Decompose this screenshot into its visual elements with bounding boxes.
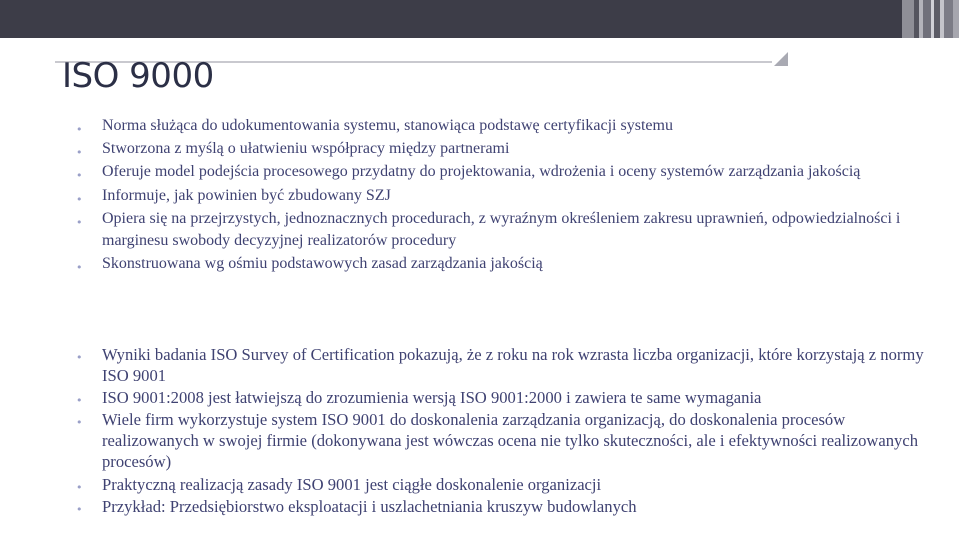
list-item: • Norma służąca do udokumentowania systemu, stanowiąca podstawę certyfikacji systemu [76, 115, 936, 137]
stripes-decoration [902, 0, 959, 38]
triangle-corner-icon [774, 52, 788, 66]
bullet-dot-icon: • [76, 480, 83, 494]
list-item: • Przykład: Przedsiębiorstwo eksploatacji i uszlachetniania kruszyw budowlanych [76, 496, 936, 517]
list-item: • Wyniki badania ISO Survey of Certification pokazują, że z roku na rok wzrasta liczba organizacji, które korzystają z normy ISO 9001 [76, 345, 924, 385]
bullet-dot-icon: • [76, 146, 83, 160]
list-item: • Wiele firm wykorzystuje system ISO 9001 do doskonalenia zarządzania organizacją, do doskonalenia procesów realizowanych w swojej firmie (dokonywana jest wówczas ocena nie tylko skuteczności, ale i efektywności realizowanych procesów) [76, 410, 919, 472]
bullet-list-primary [76, 115, 936, 277]
bullet-list-secondary [76, 344, 936, 518]
list-item: • Oferuje model podejścia procesowego przydatny do projektowania, wdrożenia i oceny systemów zarządzania jakością [76, 161, 936, 183]
bullet-dot-icon: • [76, 351, 83, 364]
list-item: • Stworzona z myślą o ułatwieniu współpracy między partnerami [76, 138, 936, 160]
bullet-dot-icon: • [76, 215, 83, 229]
bullet-dot-icon: • [76, 169, 83, 183]
list-item: • Skonstruowana wg ośmiu podstawowych zasad zarządzania jakością [76, 253, 936, 275]
top-bar [0, 0, 959, 38]
bullet-dot-icon: • [76, 416, 83, 430]
bullet-dot-icon: • [76, 261, 83, 275]
list-item: • Opiera się na przejrzystych, jednoznacznych procedurach, z wyraźnym określeniem zakresu uprawnień, odpowiedzialności i marginesu swobody decyzyjnej realizatorów procedury [76, 209, 901, 250]
bullet-dot-icon: • [76, 394, 83, 408]
list-item: • Praktyczną realizacją zasady ISO 9001 jest ciągłe doskonalenie organizacji [76, 474, 936, 495]
list-item: • ISO 9001:2008 jest łatwiejszą do zrozumienia wersją ISO 9001:2000 i zawiera te same wymagania [76, 387, 936, 408]
page-title: ISO 9000 [62, 56, 214, 96]
list-item: • Informuje, jak powinien być zbudowany SZJ [76, 185, 936, 207]
bullet-dot-icon: • [76, 502, 83, 516]
bullet-dot-icon: • [76, 192, 83, 206]
bullet-dot-icon: • [76, 123, 83, 136]
